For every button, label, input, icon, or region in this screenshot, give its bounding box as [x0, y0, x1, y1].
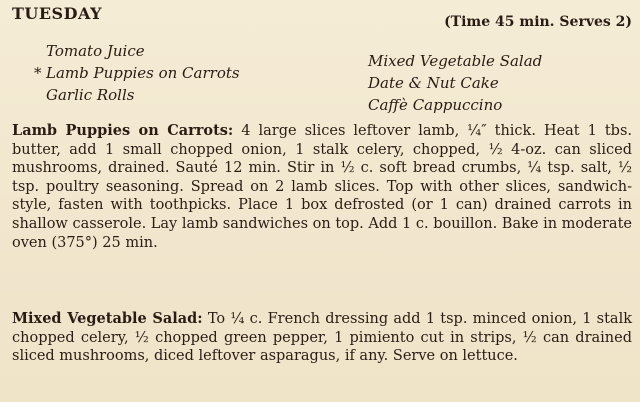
recipe-title: Mixed Vegetable Salad: [12, 310, 203, 327]
menu-item: Mixed Vegetable Salad [368, 52, 543, 70]
recipe-lamb-puppies [12, 122, 632, 252]
menu-item-label: Tomato Juice [46, 42, 145, 60]
menu-list-left [34, 40, 240, 106]
menu-list-right [368, 50, 542, 116]
menu-item [46, 84, 240, 106]
day-title: TUESDAY [12, 4, 103, 23]
recipe-body: 4 large slices leftover lamb, ¼″ thick. Heat 1 tbs. butter, add 1 small chopped onion, 1 stalk celery, chopped, ½ 4-oz. can sliced mushrooms, drained. Sauté 12 min. Stir in ½ c. soft bread crumbs, ¼ tsp. salt, ½ tsp. poultry seasoning. Spread on 2 lamb slices. Top with other slices, sandwich-style, fasten with toothpicks. Place 1 box defrosted (or 1 can) drained carrots in shallow casserole. Lay lamb sandwiches on top. Add 1 c. bouillon. Bake in moderate oven (375°) 25 min. [12, 123, 632, 251]
menu-item: Caffè Cappuccino [368, 96, 503, 114]
menu-item: Date & Nut Cake [368, 74, 499, 92]
menu-item-marker: * [34, 64, 42, 82]
menu-item-label: Garlic Rolls [46, 86, 135, 104]
recipe-mixed-vegetable-salad [12, 310, 632, 366]
menu-item-label: Lamb Puppies on Carrots [46, 64, 240, 82]
time-serves-info: (Time 45 min. Serves 2) [444, 14, 632, 30]
menu-item [46, 40, 240, 62]
recipe-title: Lamb Puppies on Carrots: [12, 122, 234, 139]
recipe-body: To ¼ c. French dressing add 1 tsp. minced onion, 1 stalk chopped celery, ½ chopped green pepper, 1 pimiento cut in strips, ½ can drained sliced mushrooms, diced leftover asparagus, if any. Serve on lettuce. [12, 311, 632, 365]
menu-item [34, 62, 240, 84]
